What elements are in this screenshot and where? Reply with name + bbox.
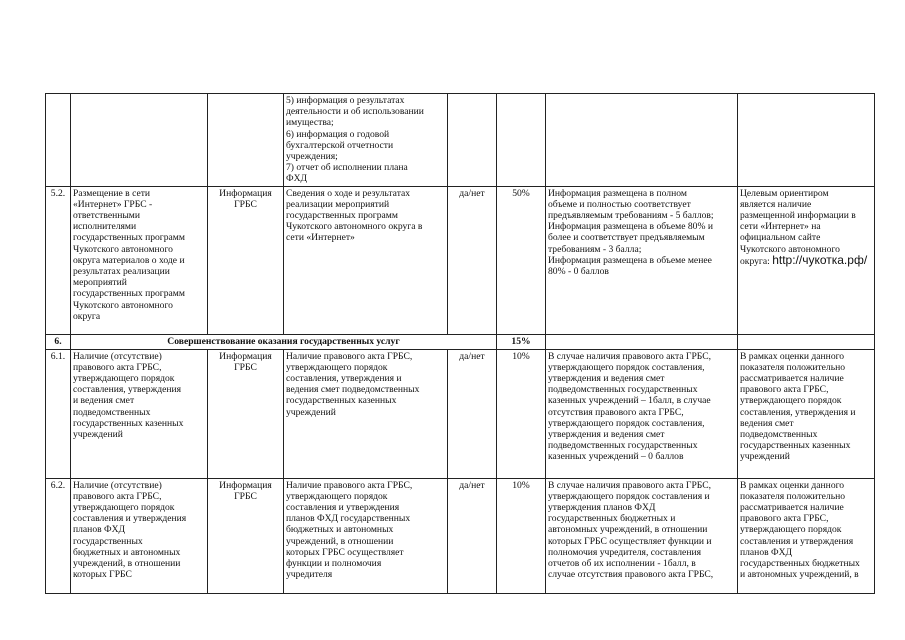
text-line: предъявляемым требованиям - 5 баллов;: [548, 210, 714, 222]
text-line: Чукотского автономного: [740, 243, 840, 255]
scoring-criteria: [546, 94, 738, 187]
text-line: учреждений: [286, 406, 336, 418]
section-header-row: [46, 334, 875, 349]
text-line: государственных казенных: [286, 395, 397, 407]
text-line: которых ГРБС осуществляет: [286, 546, 404, 558]
text-line: государственных программ: [73, 232, 185, 244]
notes: [738, 349, 875, 478]
indicators-table: [45, 93, 875, 594]
text-line: казенных учреждений – 0 баллов: [548, 451, 684, 463]
text-line: составления, утверждения и: [286, 373, 402, 385]
text-line: подведомственных государственных: [548, 384, 698, 396]
text-line: утверждающего порядок составления и: [548, 490, 710, 502]
text-line: Чукотского автономного: [73, 243, 173, 255]
text-line: Информация: [219, 187, 272, 199]
text-line: В рамках оценки данного: [740, 479, 845, 491]
text-line: планов ФХД: [740, 546, 793, 558]
table-row: [46, 478, 875, 593]
document-page: [45, 93, 874, 594]
scoring-criteria: [546, 478, 738, 593]
text-line: утверждающего порядок: [740, 395, 842, 407]
data-source: [208, 349, 284, 478]
text-line: утверждающего порядок: [286, 361, 388, 373]
text-line: планов ФХД: [73, 524, 126, 536]
text-line: подведомственных государственных: [548, 440, 698, 452]
text-line: бухгалтерской отчетности: [286, 139, 394, 151]
text-line: правового акта ГРБС,: [740, 513, 829, 525]
table-row: [46, 94, 875, 187]
text-line: подведомственных: [740, 429, 818, 441]
text-line: Наличие правового акта ГРБС,: [286, 350, 413, 362]
text-line: Информация размещена в полном: [548, 187, 687, 199]
weight: [497, 94, 546, 187]
text-line: Наличие (отсутствие): [73, 350, 162, 362]
text-line: официальном сайте: [740, 232, 821, 244]
text-line: Информация размещена в объеме 80% и: [548, 221, 713, 233]
text-line: утверждающего порядок составления,: [548, 361, 705, 373]
text-line: государственных казенных: [740, 440, 851, 452]
text-line: правового акта ГРБС,: [73, 361, 162, 373]
section-weight: 15%: [497, 334, 546, 349]
text-line: составления и утверждения: [286, 502, 400, 514]
text-line: ответственными: [73, 210, 141, 222]
indicator-description: [284, 478, 448, 593]
text-line: Информация размещена в объеме менее: [548, 254, 712, 266]
text-line: правового акта ГРБС,: [73, 490, 162, 502]
text-line: 5) информация о результатах: [286, 95, 405, 106]
text-line: казенных учреждений – 1балл, в случае: [548, 395, 711, 407]
text-line: автономных учреждений, в отношении: [548, 524, 708, 536]
text-line: «Интернет» ГРБС -: [73, 198, 153, 210]
text-line: государственных бюджетных: [740, 558, 860, 570]
text-line: которых ГРБС: [73, 569, 132, 581]
text-line: утверждающего порядок: [286, 490, 388, 502]
notes: [738, 478, 875, 593]
weight: 10%: [497, 349, 546, 478]
text-line: бюджетных и автономных: [73, 546, 181, 558]
text-line: ФХД: [286, 173, 308, 185]
text-line: государственных бюджетных и: [548, 513, 676, 525]
text-line: ГРБС: [234, 490, 257, 502]
indicator-name: [71, 478, 208, 593]
text-line: ведения смет: [740, 417, 794, 429]
text-line: более и соответствует предъявляемым: [548, 232, 705, 244]
text-line: государственных: [73, 535, 143, 547]
text-line: ГРБС: [234, 361, 257, 373]
unit: да/нет: [448, 186, 497, 334]
text-line: рассматривается наличие: [740, 373, 844, 385]
text-line: утверждения и ведения смет: [548, 429, 665, 441]
text-line: планов ФХД государственных: [286, 513, 411, 525]
text-line: 80% - 0 баллов: [548, 266, 609, 278]
text-line: учреждения;: [286, 151, 338, 163]
text-line: правового акта ГРБС,: [740, 384, 829, 396]
scoring-criteria: [546, 186, 738, 334]
text-line: государственных казенных: [73, 417, 184, 429]
indicator-description: [284, 349, 448, 478]
text-line: учреждений: [73, 429, 123, 441]
text-line: утверждающего порядок: [73, 373, 175, 385]
indicator-description: [284, 186, 448, 334]
text-line: имущества;: [286, 117, 334, 129]
text-line: отсутствия правового акта ГРБС,: [548, 406, 684, 418]
text-line: Сведения о ходе и результатах: [286, 187, 411, 199]
notes-lines: [740, 188, 872, 255]
text-line: сети «Интернет»: [286, 232, 355, 244]
text-line: ГРБС: [234, 198, 257, 210]
notes: [738, 94, 875, 187]
text-line: В случае наличия правового акта ГРБС,: [548, 479, 712, 491]
empty-cell: [546, 334, 738, 349]
notes-tail: округа:: [740, 255, 773, 267]
text-line: бюджетных и автономных: [286, 524, 394, 536]
text-line: отчетов об их исполнении - 1балл, в: [548, 558, 696, 570]
indicator-name: [71, 349, 208, 478]
text-line: Информация: [219, 350, 272, 362]
unit: да/нет: [448, 349, 497, 478]
text-line: учреждений, в отношении: [286, 535, 394, 547]
indicator-name: [71, 94, 208, 187]
text-line: размещенной информации в: [740, 210, 856, 222]
text-line: ведения смет подведомственных: [286, 384, 420, 396]
text-line: Наличие правового акта ГРБС,: [286, 479, 413, 491]
scoring-criteria: [546, 349, 738, 478]
text-line: результатах реализации: [73, 266, 170, 278]
data-source: [208, 94, 284, 187]
text-line: Чукотского автономного: [73, 299, 173, 311]
data-source: [208, 186, 284, 334]
text-line: утверждения и ведения смет: [548, 373, 665, 385]
text-line: учреждений: [740, 451, 790, 463]
section-number: 6.: [46, 334, 71, 349]
row-number: 6.1.: [46, 349, 71, 478]
text-line: учреждений, в отношении: [73, 558, 181, 570]
text-line: 7) отчет об исполнении плана: [286, 162, 408, 174]
data-source: [208, 478, 284, 593]
empty-cell: [738, 334, 875, 349]
text-line: реализации мероприятий: [286, 198, 390, 210]
weight: 10%: [497, 478, 546, 593]
row-number: [46, 94, 71, 187]
notes: [738, 186, 875, 334]
text-line: В случае наличия правового акта ГРБС,: [548, 350, 712, 362]
table-row: [46, 349, 875, 478]
text-line: утверждающего порядок: [740, 524, 842, 536]
text-line: Размещение в сети: [73, 187, 151, 199]
text-line: объеме и полностью соответствует: [548, 198, 691, 210]
text-line: составления и утверждения: [740, 535, 854, 547]
text-line: В рамках оценки данного: [740, 350, 845, 362]
text-line: Чукотского автономного округа в: [286, 221, 423, 233]
text-line: и ведения смет: [73, 395, 135, 407]
text-line: рассматривается наличие: [740, 502, 844, 514]
text-line: случае отсутствия правового акта ГРБС,: [548, 569, 714, 581]
text-line: утверждающего порядок составления,: [548, 417, 705, 429]
section-title: Совершенствование оказания государственных услуг: [71, 334, 497, 349]
text-line: 6) информация о годовой: [286, 128, 390, 140]
text-line: составления и утверждения: [73, 513, 187, 525]
text-line: государственных программ: [286, 210, 398, 222]
text-line: и автономных учреждений, в: [740, 569, 859, 581]
text-line: Целевым ориентиром: [740, 187, 829, 199]
text-line: исполнителями: [73, 221, 137, 233]
text-line: утверждающего порядок: [73, 502, 175, 514]
text-line: показателя положительно: [740, 361, 846, 373]
row-number: 6.2.: [46, 478, 71, 593]
text-line: утверждения планов ФХД: [548, 502, 656, 514]
text-line: требованиям - 3 балла;: [548, 243, 642, 255]
text-line: полномочия учредителя, составления: [548, 546, 701, 558]
text-line: подведомственных: [73, 406, 151, 418]
unit: [448, 94, 497, 187]
text-line: показателя положительно: [740, 490, 846, 502]
row-number: 5.2.: [46, 186, 71, 334]
text-line: государственных программ: [73, 288, 185, 300]
text-line: деятельности и об использовании: [286, 106, 424, 118]
site-link[interactable]: http://чукотка.рф/: [772, 252, 868, 267]
text-line: функции и полномочия: [286, 558, 382, 570]
text-line: является наличие: [740, 198, 812, 210]
weight: 50%: [497, 186, 546, 334]
text-line: составления, утверждения: [73, 384, 182, 396]
indicator-description: [284, 94, 448, 187]
unit: да/нет: [448, 478, 497, 593]
text-line: которых ГРБС осуществляет функции и: [548, 535, 712, 547]
text-line: округа материалов о ходе и: [73, 254, 185, 266]
text-line: сети «Интернет» на: [740, 221, 821, 233]
table-row: [46, 186, 875, 334]
text-line: учредителя: [286, 569, 333, 581]
text-line: мероприятий: [73, 277, 127, 289]
text-line: округа: [73, 310, 101, 322]
text-line: составления, утверждения и: [740, 406, 856, 418]
indicator-name: [71, 186, 208, 334]
text-line: Информация: [219, 479, 272, 491]
text-line: Наличие (отсутствие): [73, 479, 162, 491]
